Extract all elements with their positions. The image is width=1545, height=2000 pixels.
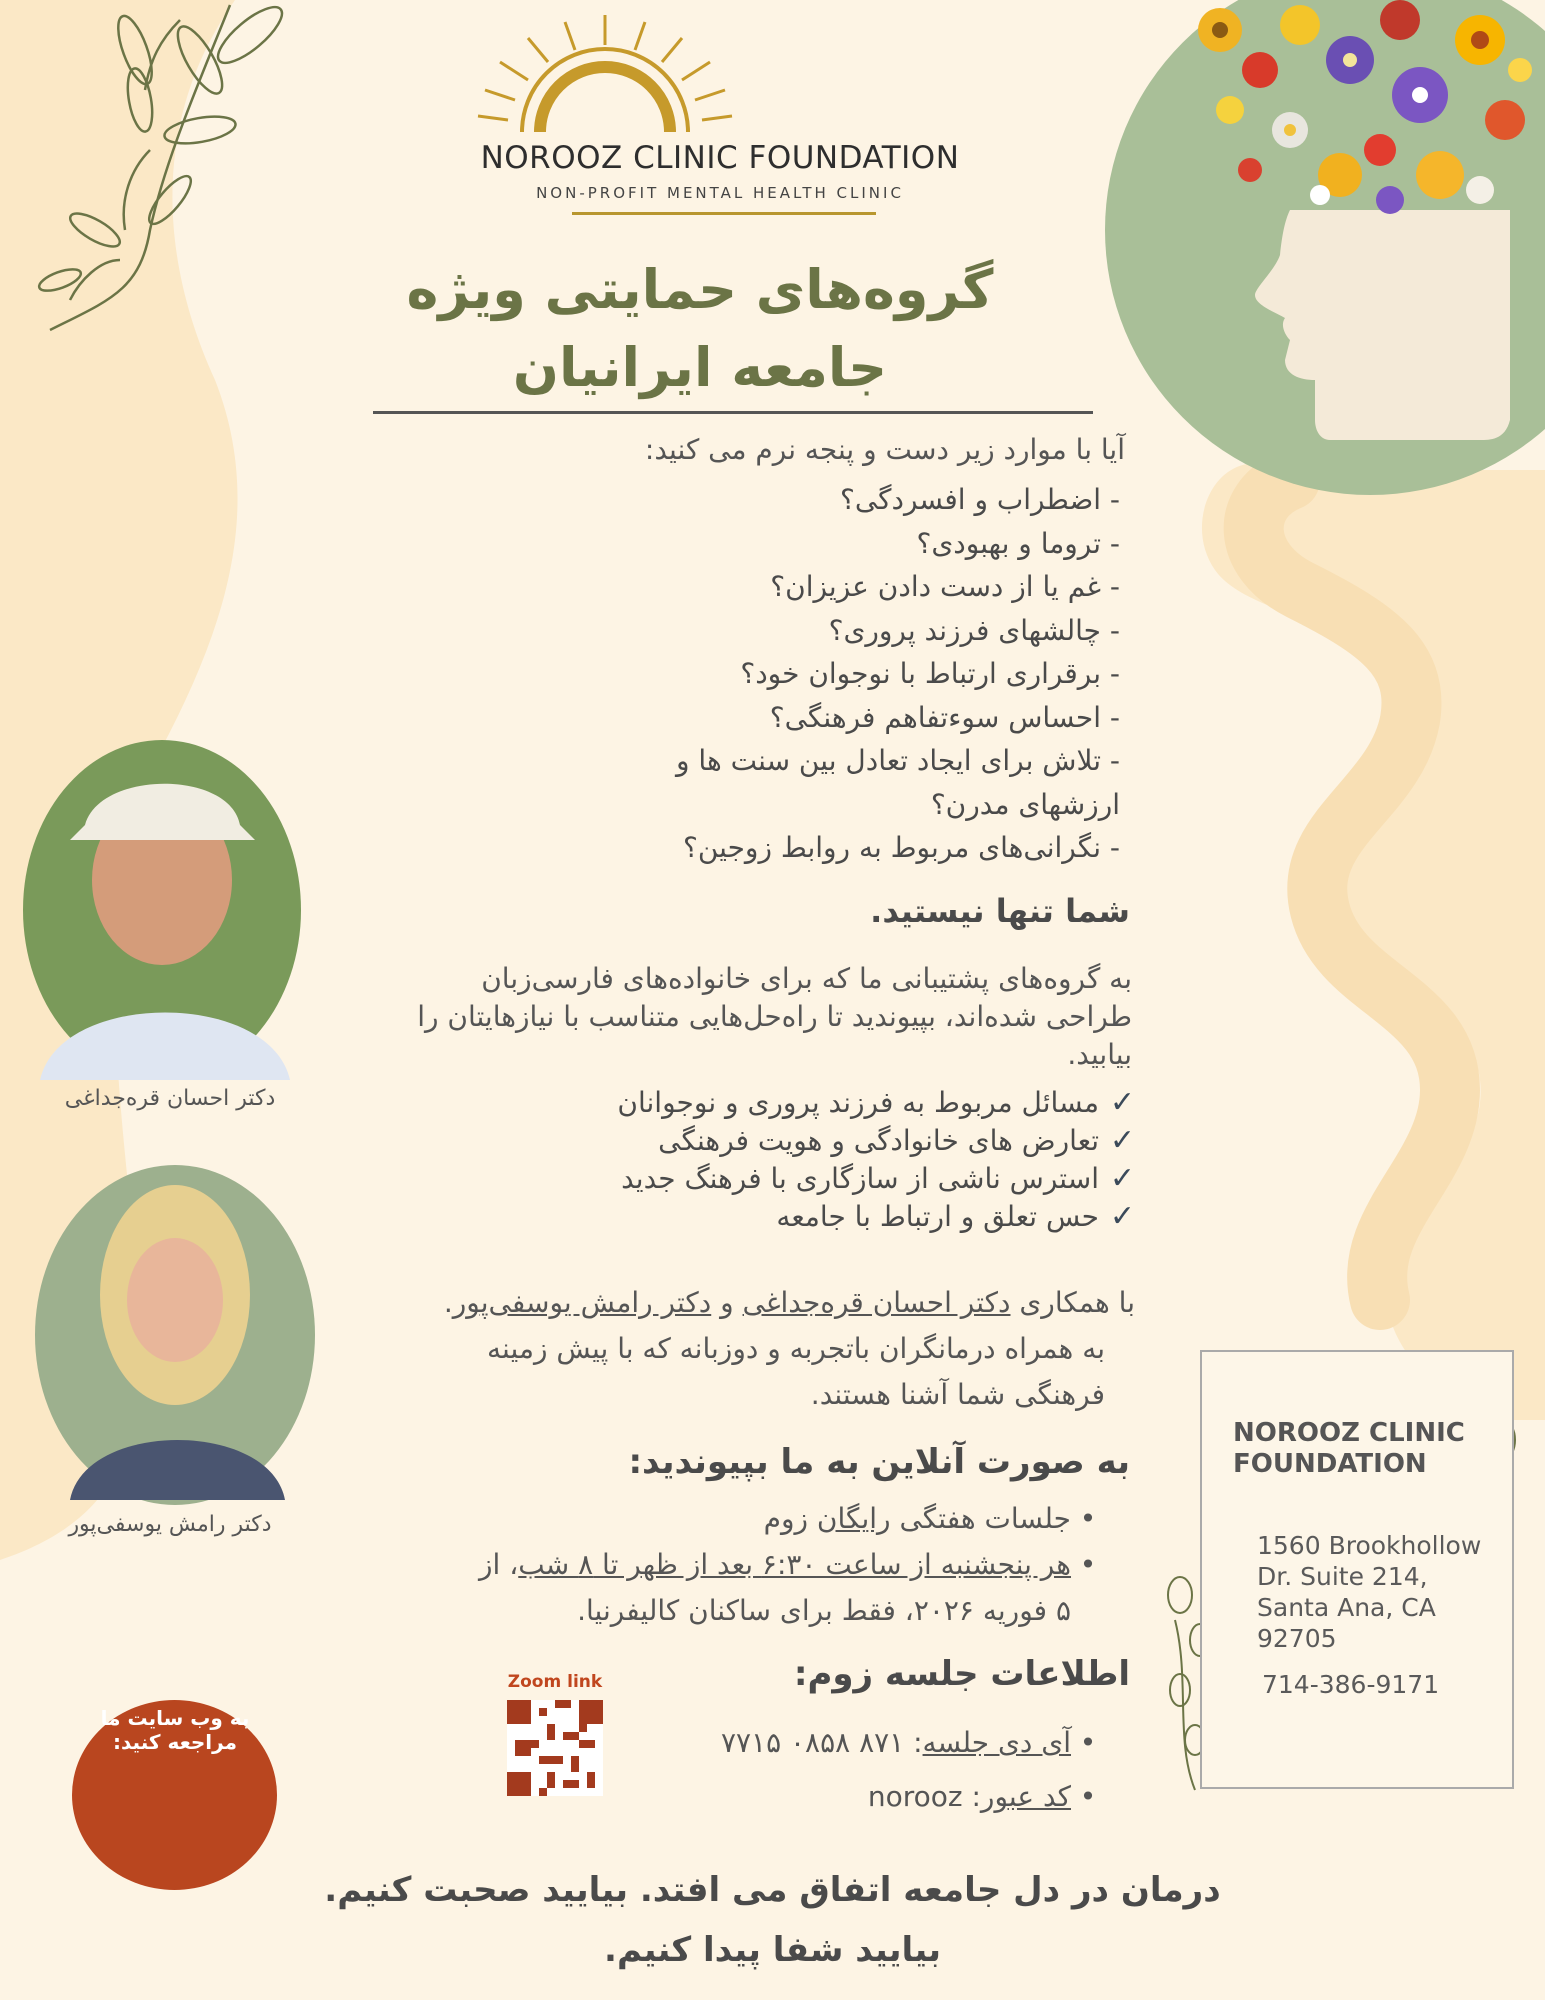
list-item [520,1084,1135,1122]
online-details-list [400,1496,1105,1634]
collaboration-line3: فرهنگی شما آشنا هستند. [810,1378,1105,1411]
list-item-label: حس تعلق و ارتباط با جامعه [776,1200,1099,1233]
website-label: به وب سایت ما مراجعه کنید: [100,1706,250,1754]
zoom-qr-code[interactable] [507,1700,603,1796]
colon: : [904,1726,923,1759]
passcode-label: کد عبور [980,1780,1071,1813]
list-item [700,1716,1105,1770]
zoom-info-heading: اطلاعات جلسه زوم: [793,1654,1130,1694]
collab-suffix: . [443,1286,453,1319]
list-item [520,1160,1135,1198]
list-item-label: تعارض های خانوادگی و هویت فرهنگی [658,1124,1099,1157]
list-item: - اضطراب و افسردگی؟ [839,483,1120,516]
doctor2-link[interactable]: دکتر رامش یوسفی‌پور [452,1286,712,1319]
collaboration-line1 [355,1280,1135,1326]
bullet-icon: • [1079,1502,1097,1535]
doctor2-photo [35,1165,315,1505]
not-alone-body: به گروه‌های پشتیبانی ما که برای خانواده‌های فارسی‌زبان طراحی شده‌اند، بپیوندید تا راه‌حل‌هایی متناسب با نیازهایتان را بیابید. [417,962,1132,1071]
logo-divider [572,212,876,215]
concerns-list [530,478,1120,870]
bullet-icon: • [1079,1780,1097,1813]
item-text: زوم [763,1502,817,1535]
list-item [400,1542,1105,1588]
schedule-link[interactable]: هر پنجشنبه از ساعت ۶:۳۰ بعد از ظهر تا ۸ شب [518,1548,1071,1581]
list-item: - برقراری ارتباط با نوجوان خود؟ [740,657,1120,690]
item-text: جلسات هفتگی [890,1502,1071,1535]
footer-line1: درمان در دل جامعه اتفاق می افتد. بیایید صحبت کنیم. [324,1870,1221,1910]
collab-prefix: با همکاری [1010,1286,1135,1319]
list-item: ارزشهای مدرن؟ [930,787,1120,821]
footer-line2: بیایید شفا پیدا کنیم. [604,1930,941,1970]
free-link[interactable]: رایگان [816,1502,891,1535]
check-icon: ✓ [1109,1085,1135,1120]
check-icon: ✓ [1109,1199,1135,1234]
meeting-id-value: ۸۷۱ ۰۸۵۸ ۷۷۱۵ [720,1726,905,1759]
passcode-value: norooz [867,1780,963,1813]
list-item: - تروما و بهبودی؟ [916,526,1120,560]
list-item: - نگرانی‌های مربوط به روابط زوجین؟ [682,831,1120,864]
list-item: - غم یا از دست دادن عزیزان؟ [770,570,1120,603]
title-divider [373,411,1093,414]
list-item [520,1122,1135,1160]
doctor1-caption: دکتر احسان قره‌جداغی [64,1086,276,1111]
list-item-label: مسائل مربوط به فرزند پروری و نوجوانان [617,1086,1099,1119]
list-item [520,1198,1135,1236]
page-title-line1: گروه‌های حمایتی ویژه [406,258,994,321]
check-icon: ✓ [1109,1123,1135,1158]
card-org-name: NOROOZ CLINIC FOUNDATION [1233,1418,1465,1479]
list-item: - چالشهای فرزند پروری؟ [828,613,1120,647]
join-online-heading: به صورت آنلاین به ما بپیوندید: [628,1442,1130,1482]
collab-and: و [711,1286,743,1319]
list-item: - تلاش برای ایجاد تعادل بین سنت ها و [676,744,1120,777]
zoom-link-label[interactable]: Zoom link [507,1672,603,1692]
item-text: ، از [479,1548,519,1581]
colon: : [962,1780,981,1813]
not-alone-heading: شما تنها نیستید. [870,892,1130,930]
card-address: 1560 Brookhollow Dr. Suite 214, Santa Ana, CA 92705 [1257,1531,1482,1653]
list-item: - احساس سوءتفاهم فرهنگی؟ [769,700,1120,734]
page-title-line2: جامعه ایرانیان [512,336,888,399]
doctor1-link[interactable]: دکتر احسان قره‌جداغی [742,1286,1011,1319]
check-icon: ✓ [1109,1161,1135,1196]
item-text: ۵ فوریه ۲۰۲۶، فقط برای ساکنان کالیفرنیا. [577,1594,1071,1627]
card-phone[interactable]: 714-386-9171 [1262,1670,1440,1699]
topics-checklist [520,1084,1135,1236]
bullet-icon: • [1079,1726,1097,1759]
list-item [700,1770,1105,1824]
doctor1-photo [23,740,301,1080]
logo-title: NOROOZ CLINIC FOUNDATION [480,140,960,176]
bullet-icon: • [1079,1548,1097,1581]
list-item [400,1496,1105,1542]
meeting-id-label: آی دی جلسه [922,1726,1071,1759]
doctor2-caption: دکتر رامش یوسفی‌پور [68,1512,272,1537]
collaboration-text [355,1280,1135,1418]
list-item-label: استرس ناشی از سازگاری با فرهنگ جدید [621,1162,1099,1195]
logo-subtitle: NON-PROFIT MENTAL HEALTH CLINIC [536,184,904,202]
intro-question: آیا با موارد زیر دست و پنجه نرم می کنید: [644,433,1125,466]
collaboration-line2: به همراه درمانگران باتجربه و دوزبانه که با پیش زمینه [487,1332,1105,1365]
zoom-info-list [700,1716,1105,1824]
list-item [400,1588,1105,1634]
